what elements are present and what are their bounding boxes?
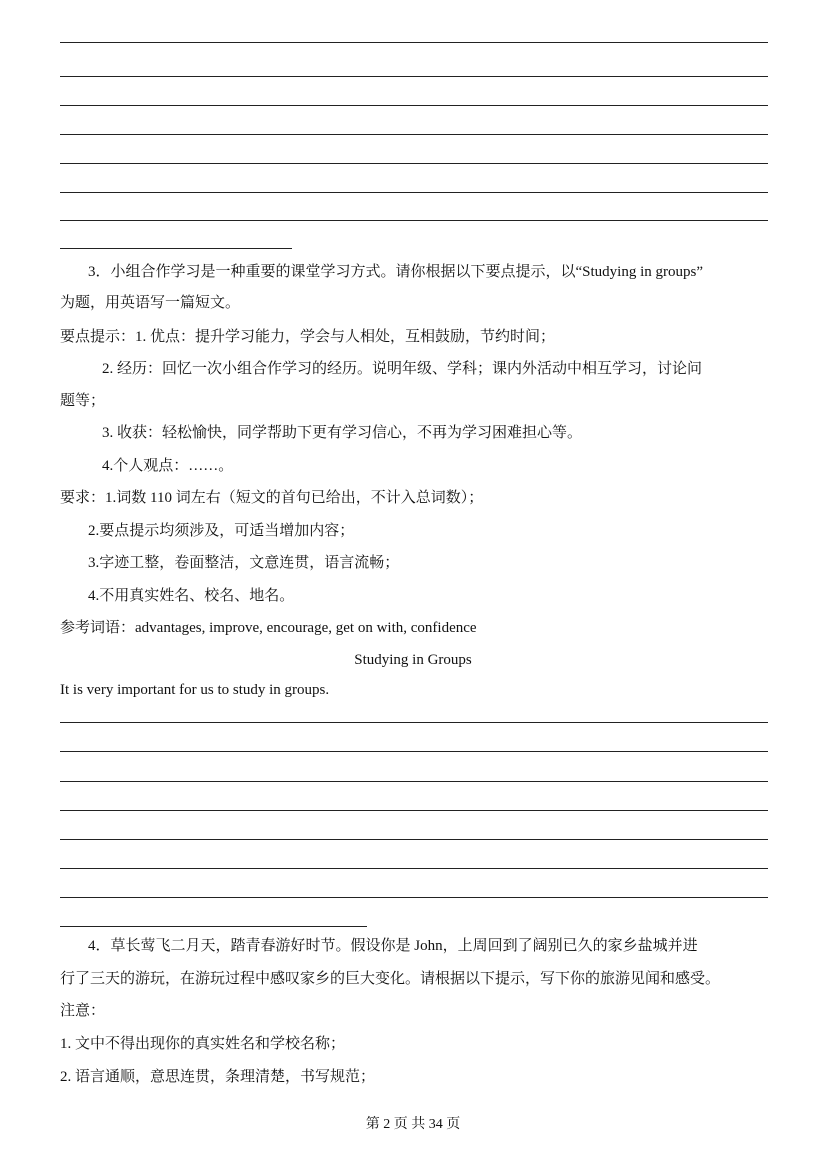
q4-prompt: 4．草长莺飞二月天，踏青春游好时节。假设你是 John，上周回到了阔别已久的家乡盐城并进 bbox=[88, 938, 698, 954]
q3-req-4: 4.不用真实姓名、校名、地名。 bbox=[88, 588, 295, 604]
answer-line[interactable] bbox=[60, 134, 768, 135]
essay-first-sentence: It is very important for us to study in groups. bbox=[60, 682, 330, 698]
answer-line-short[interactable] bbox=[60, 248, 292, 249]
q4-note-1: 1. 文中不得出现你的真实姓名和学校名称； bbox=[60, 1036, 346, 1052]
answer-line[interactable] bbox=[60, 839, 768, 840]
answer-line[interactable] bbox=[60, 76, 768, 77]
answer-line[interactable] bbox=[60, 868, 768, 869]
essay-title: Studying in Groups bbox=[354, 652, 472, 668]
q3-prompt-cont: 为题，用英语写一篇短文。 bbox=[60, 295, 241, 311]
page-number: 第 2 页 共 34 页 bbox=[365, 1117, 461, 1132]
answer-line[interactable] bbox=[60, 42, 768, 43]
q3-vocab: 参考词语：advantages, improve, encourage, get on with, confidence bbox=[60, 620, 477, 636]
q3-point-4: 4.个人观点：……。 bbox=[102, 458, 234, 474]
q3-point-2: 2. 经历：回忆一次小组合作学习的经历。说明年级、学科；课内外活动中相互学习，讨论问 bbox=[102, 361, 703, 377]
answer-line[interactable] bbox=[60, 105, 768, 106]
answer-line[interactable] bbox=[60, 810, 768, 811]
q3-prompt: 3．小组合作学习是一种重要的课堂学习方式。请你根据以下要点提示，以“Studying in groups” bbox=[88, 264, 703, 280]
answer-line[interactable] bbox=[60, 751, 768, 752]
q4-note-label: 注意： bbox=[60, 1003, 106, 1019]
q4-prompt-cont: 行了三天的游玩，在游玩过程中感叹家乡的巨大变化。请根据以下提示，写下你的旅游见闻和感受。 bbox=[60, 971, 721, 987]
q3-req-3: 3.字迹工整，卷面整洁，文意连贯，语言流畅； bbox=[88, 555, 400, 571]
q3-req-1: 要求：1.词数 110 词左右（短文的首句已给出，不计入总词数）； bbox=[60, 490, 484, 506]
answer-line-short[interactable] bbox=[60, 926, 367, 927]
answer-line[interactable] bbox=[60, 163, 768, 164]
q3-req-2: 2.要点提示均须涉及，可适当增加内容； bbox=[88, 523, 355, 539]
q3-point-1: 要点提示：1. 优点：提升学习能力，学会与人相处，互相鼓励，节约时间； bbox=[60, 329, 556, 345]
answer-line[interactable] bbox=[60, 722, 768, 723]
answer-line[interactable] bbox=[60, 192, 768, 193]
q3-point-2-cont: 题等； bbox=[60, 393, 106, 409]
answer-line[interactable] bbox=[60, 220, 768, 221]
answer-line[interactable] bbox=[60, 897, 768, 898]
answer-line[interactable] bbox=[60, 781, 768, 782]
q4-note-2: 2. 语言通顺，意思连贯，条理清楚，书写规范； bbox=[60, 1069, 376, 1085]
q3-point-3: 3. 收获：轻松愉快，同学帮助下更有学习信心，不再为学习困难担心等。 bbox=[102, 425, 583, 441]
